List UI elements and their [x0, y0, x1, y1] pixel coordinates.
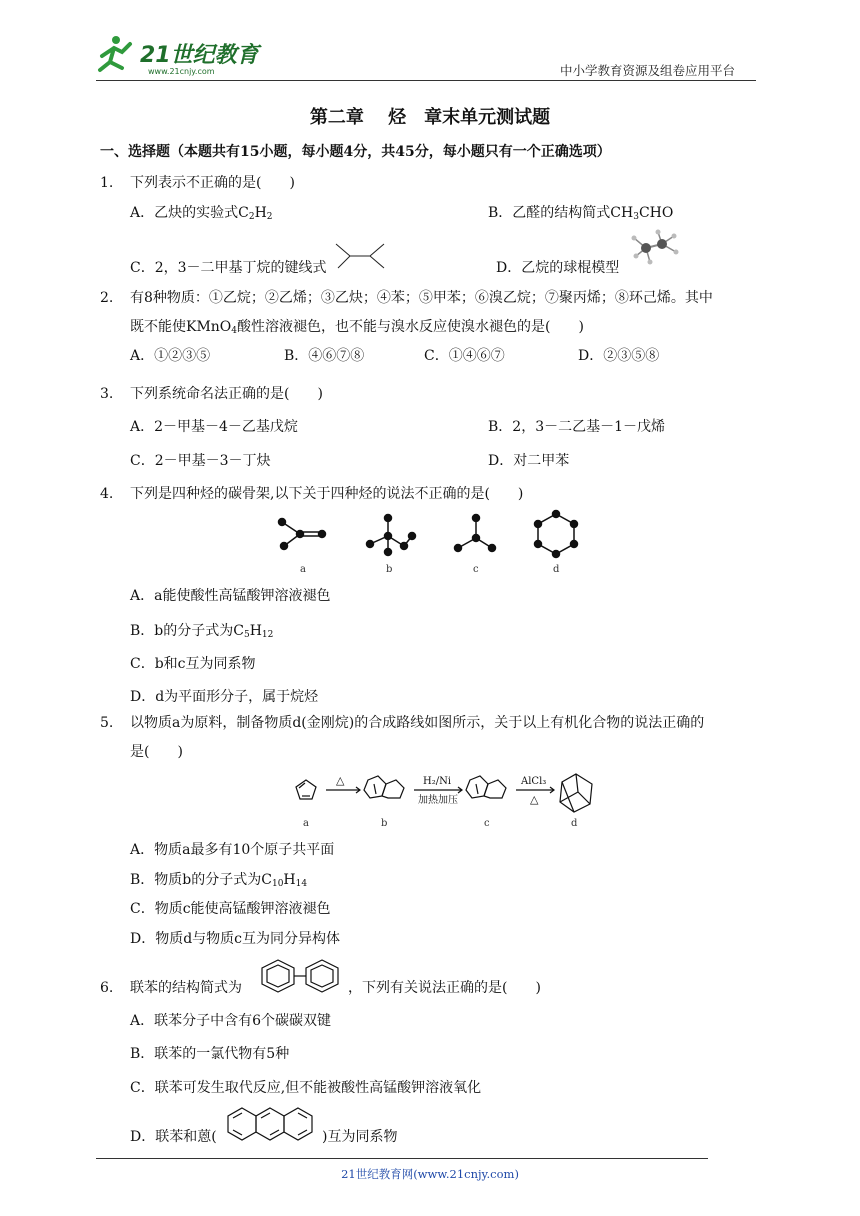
question-stem-a: 联苯的结构简式为: [130, 980, 242, 996]
question-number: 6.: [100, 980, 114, 996]
option-2a: A．①②③⑤: [130, 348, 211, 364]
question-number: 2.: [100, 290, 114, 306]
option-5d: D．物质d与物质c互为同分异构体: [130, 931, 341, 947]
page-title: 第二章 烃 章末单元测试题: [309, 107, 551, 128]
question-number: 3.: [100, 386, 114, 402]
option-2d: D．②③⑤⑧: [578, 348, 660, 364]
option-2c: C．①④⑥⑦: [424, 348, 505, 364]
svg-text:d: d: [571, 818, 578, 829]
option-1d: D．乙烷的球棍模型: [496, 260, 620, 276]
question-stem: 下列是四种烃的碳骨架,以下关于四种烃的说法不正确的是( ): [130, 486, 524, 502]
section-heading: 一、选择题（本题共有15小题，每小题4分，共45分，每小题只有一个正确选项）: [100, 144, 611, 160]
svg-text:a: a: [303, 818, 309, 829]
question-stem: 下列表示不正确的是( ): [130, 175, 295, 191]
header-divider: [96, 80, 756, 81]
question-number: 1.: [100, 175, 114, 191]
question-6-stem-b: ，下列有关说法正确的是( ): [348, 980, 541, 996]
question-1: [100, 172, 295, 192]
svg-text:c: c: [484, 818, 490, 829]
footer-link[interactable]: 21世纪教育网(www.21cnjy.com): [341, 1167, 519, 1181]
option-4c: C．b和c互为同系物: [130, 656, 256, 672]
site-logo: [96, 34, 266, 78]
svg-text:c: c: [473, 564, 479, 575]
logo-figure-head: [112, 36, 120, 44]
question-stem-line1: 有8种物质：①乙烷；②乙烯；③乙炔；④苯；⑤甲苯；⑥溴乙烷；⑦聚丙烯；⑧环己烯。其中: [130, 290, 713, 306]
footer-divider: [96, 1158, 708, 1159]
question-stem: 下列系统命名法正确的是( ): [130, 386, 323, 402]
svg-text:加热加压: 加热加压: [418, 795, 458, 806]
logo-figure-body: [100, 44, 130, 70]
option-1c: C．2，3－二甲基丁烷的键线式: [130, 260, 327, 276]
svg-text:H₂/Ni: H₂/Ni: [423, 776, 452, 787]
svg-text:b: b: [381, 818, 388, 829]
carbon-skeleton-figure: [270, 508, 590, 576]
question-5-line2: 是( ): [130, 744, 183, 760]
svg-text:AlCl₃: AlCl₃: [521, 776, 547, 787]
option-6b: B．联苯的一氯代物有5种: [130, 1046, 290, 1062]
synthesis-route-figure: [290, 770, 610, 830]
option-3b: B．2，3－二乙基－1－戊烯: [488, 419, 666, 435]
question-6: [100, 977, 242, 997]
question-4: [100, 483, 523, 503]
biphenyl-structure-image: [256, 958, 346, 992]
skeletal-formula-image: [336, 242, 386, 270]
option-6d-a: D．联苯和蒽(: [130, 1129, 217, 1145]
svg-text:d: d: [553, 564, 560, 575]
option-1b: B．乙醛的结构简式$CH_3CHO$: [488, 205, 674, 222]
header-platform-text: 中小学教育资源及组卷应用平台: [560, 63, 736, 78]
question-2: [100, 287, 713, 307]
svg-text:www.21cnjy.com: www.21cnjy.com: [148, 67, 215, 76]
svg-text:△: △: [336, 774, 345, 787]
option-3d: D．对二甲苯: [488, 453, 570, 469]
option-6c: C．联苯可发生取代反应,但不能被酸性高锰酸钾溶液氧化: [130, 1080, 482, 1096]
option-5a: A．物质a最多有10个原子共平面: [130, 842, 335, 858]
question-number: 4.: [100, 486, 114, 502]
option-3c: C．2－甲基－3－丁炔: [130, 453, 271, 469]
option-4d: D．d为平面形分子，属于烷烃: [130, 689, 319, 705]
option-5c: C．物质c能使高锰酸钾溶液褪色: [130, 901, 331, 917]
option-4a: A．a能使酸性高锰酸钾溶液褪色: [130, 588, 331, 604]
svg-text:b: b: [386, 564, 393, 575]
option-3a: A．2－甲基－4－乙基戊烷: [130, 419, 298, 435]
question-2-line2: 既不能使KMnO$_4$酸性溶液褪色，也不能与溴水反应使溴水褪色的是( ): [130, 319, 584, 336]
question-3: [100, 383, 323, 403]
svg-text:21世纪教育: 21世纪教育: [140, 43, 259, 68]
option-4b: B．b的分子式为$C_5H_{12}$: [130, 623, 274, 640]
svg-text:a: a: [300, 564, 306, 575]
option-2b: B．④⑥⑦⑧: [284, 348, 365, 364]
option-5b: B．物质b的分子式为$C_{10}H_{14}$: [130, 872, 308, 889]
option-6a: A．联苯分子中含有6个碳碳双键: [130, 1013, 332, 1029]
question-stem-line1: 以物质a为原料，制备物质d(金刚烷)的合成路线如图所示，关于以上有机化合物的说法正确的: [130, 715, 705, 731]
question-number: 5.: [100, 715, 114, 731]
option-6d-b: )互为同系物: [322, 1129, 398, 1145]
svg-text:△: △: [530, 793, 539, 806]
ball-stick-model-image: [628, 230, 680, 266]
anthracene-structure-image: [226, 1104, 320, 1144]
question-5: [100, 712, 704, 732]
option-1a: A．乙炔的实验式$C_2H_2$: [130, 205, 273, 222]
